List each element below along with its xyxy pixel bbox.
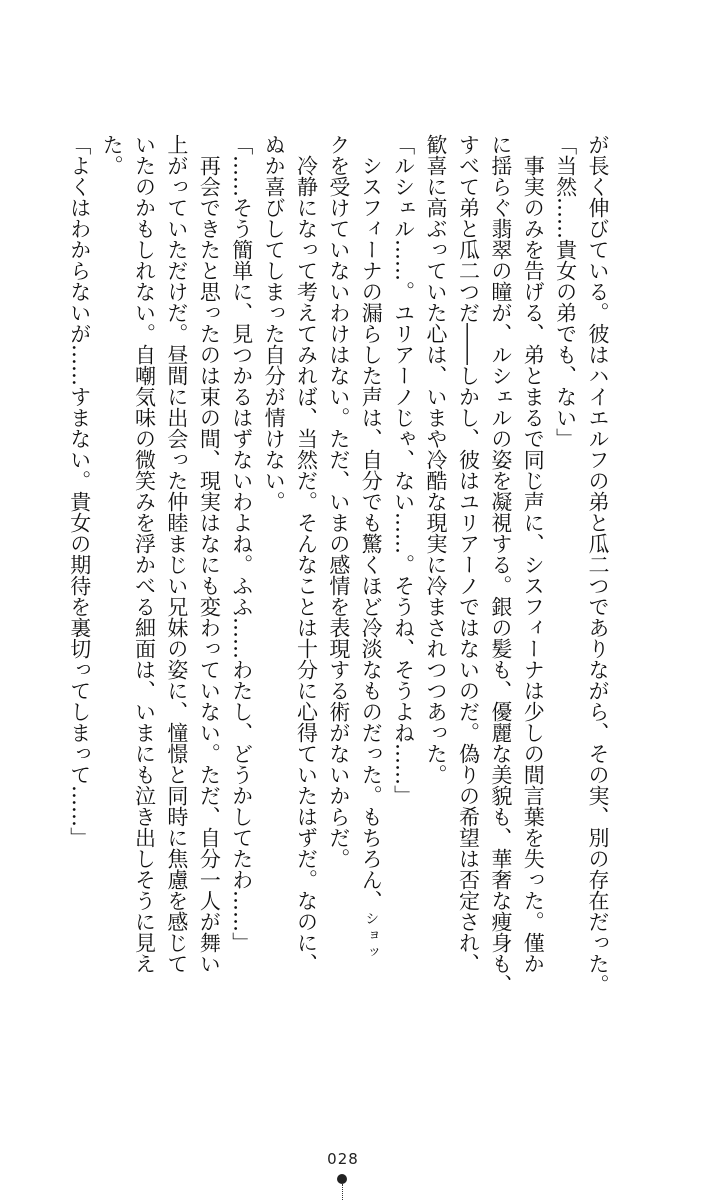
text-line-17: 「よくはわからないが……すまない。貴女の期待を裏切ってしまって……」 [67, 134, 92, 848]
text-line-13: 再会できたと思ったのは束の間、現実はなにも変わっていない。ただ、自分一人が舞い [197, 134, 222, 974]
folio-dot-ornament [337, 1174, 347, 1184]
text-line-4: に揺らぐ翡翠の瞳が、ルシェルの姿を凝視する。銀の髪も、優麗な美貌も、華奢な痩身も、 [488, 134, 513, 995]
text-line-1: が長く伸びている。彼はハイエルフの弟と瓜二つでありながら、その実、別の存在だった。 [586, 134, 610, 995]
text-line-7: 「ルシェル……。ユリアーノじゃ、ない……。そうね、そうよね……」 [391, 134, 416, 806]
text-line-8-tail: ショッ [363, 911, 380, 962]
text-line-12: 「……そう簡単に、見つかるはずないわよね。ふふ……わたし、どうかしてたわ……」 [229, 134, 254, 953]
text-line-8 [355, 134, 387, 984]
text-line-10: 冷静になって考えてみれば、当然だ。そんなことは十分に心得ていたはずだ。なのに、 [294, 134, 319, 974]
text-line-6: 歓喜に高ぶっていた心は、いまや冷酷な現実に冷まされつつあった。 [424, 134, 449, 785]
text-line-8-main: シスフィーナの漏らした声は、自分でも驚くほど冷淡なものだった。もちろん、 [359, 134, 384, 911]
text-line-14: 上がっていただけだ。昼間に出会った仲睦まじい兄妹の姿に、憧憬と同時に焦慮を感じて [164, 134, 189, 974]
body-text [63, 134, 614, 995]
folio-dotted-line [342, 1184, 343, 1200]
text-line-11: ぬか喜びしてしまった自分が情けない。 [262, 134, 287, 512]
text-line-16: た。 [100, 134, 125, 176]
text-line-5: すべて弟と瓜二つだ――しかし、彼はユリアーノではないのだ。偽りの希望は否定され、 [456, 134, 481, 974]
text-line-2: 「当然……貴女の弟でも、ない」 [553, 134, 578, 449]
page-number: 028 [327, 1150, 359, 1168]
text-line-15: いたのかもしれない。自嘲気味の微笑みを浮かべる細面は、いまにも泣き出しそうに見え [132, 134, 157, 974]
text-line-3: 事実のみを告げる、弟とまるで同じ声に、シスフィーナは少しの間言葉を失った。僅か [521, 134, 546, 974]
text-line-9: クを受けていないわけはない。ただ、いまの感情を表現する術がないからだ。 [326, 134, 351, 869]
